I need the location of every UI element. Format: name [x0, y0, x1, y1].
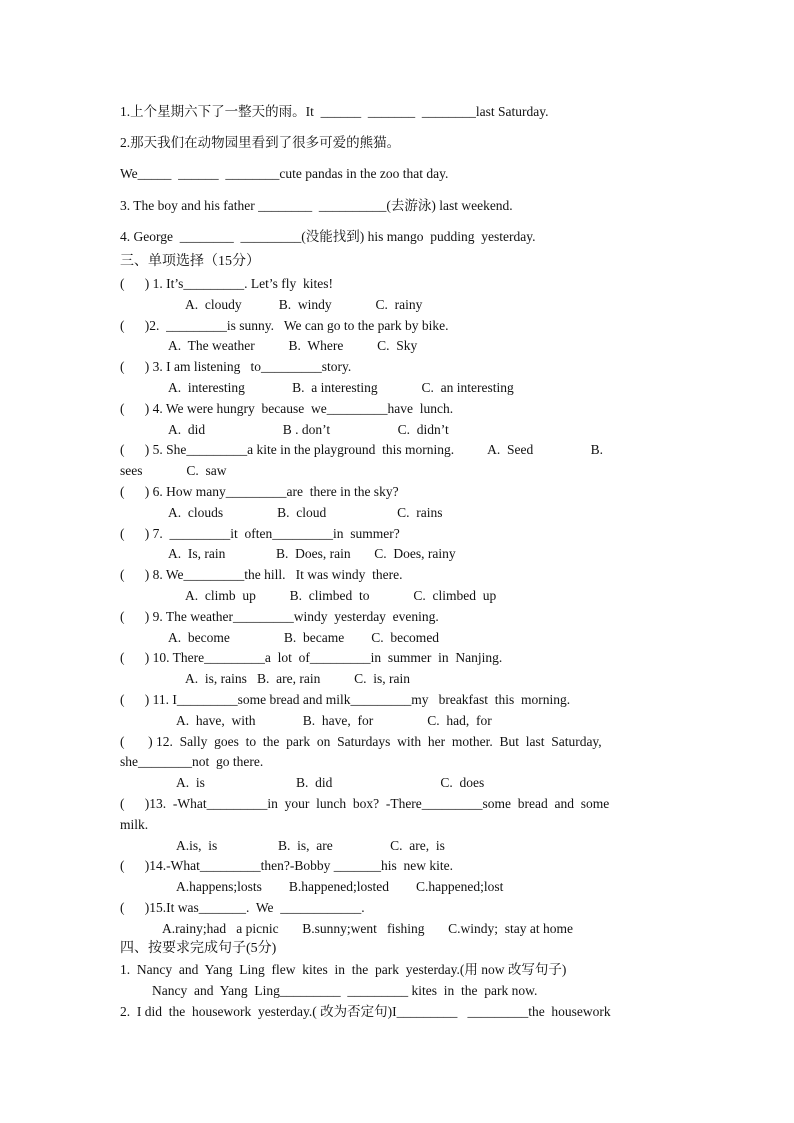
- options-15: A.rainy;had a picnic B.sunny;went fishing C.windy; stay at home: [162, 921, 573, 936]
- question-15: ( )15.It was_______. We ____________.: [120, 900, 365, 915]
- options-1: A. cloudy B. windy C. rainy: [185, 297, 423, 312]
- question-13-continued: milk.: [120, 817, 149, 832]
- fill-line-3: We_____ ______ ________cute pandas in the zoo that day.: [120, 166, 449, 181]
- section-heading-sentences: 四、按要求完成句子(5分): [120, 941, 277, 956]
- options-9: A. become B. became C. becomed: [168, 630, 440, 645]
- question-2: ( )2. _________is sunny. We can go to the park by bike.: [120, 318, 449, 333]
- options-12: A. is B. did C. does: [176, 775, 485, 790]
- options-7: A. Is, rain B. Does, rain C. Does, rainy: [168, 546, 456, 561]
- question-3: ( ) 3. I am listening to_________story.: [120, 359, 352, 374]
- options-3: A. interesting B. a interesting C. an interesting: [168, 380, 514, 395]
- question-6: ( ) 6. How many_________are there in the sky?: [120, 484, 399, 499]
- question-9: ( ) 9. The weather_________windy yesterday evening.: [120, 609, 439, 624]
- fill-line-2: 2.那天我们在动物园里看到了很多可爱的熊猫。: [120, 135, 401, 150]
- fill-line-4: 3. The boy and his father ________ __________(去游泳) last weekend.: [120, 198, 513, 213]
- sentence-task-2: 2. I did the housework yesterday.( 改为否定句)I_________ _________the housework: [120, 1004, 611, 1019]
- sentence-task-1: 1. Nancy and Yang Ling flew kites in the park yesterday.(用 now 改写句子): [120, 962, 567, 977]
- fill-line-1: 1.上个星期六下了一整天的雨。It ______ _______ ________last Saturday.: [120, 104, 549, 119]
- question-13: ( )13. -What_________in your lunch box? -There_________some bread and some: [120, 796, 610, 811]
- question-4: ( ) 4. We were hungry because we_________have lunch.: [120, 401, 454, 416]
- options-11: A. have, with B. have, for C. had, for: [176, 713, 492, 728]
- question-5-continued: sees C. saw: [120, 463, 227, 478]
- options-13: A.is, is B. is, are C. are, is: [176, 838, 445, 853]
- question-11: ( ) 11. I_________some bread and milk_________my breakfast this morning.: [120, 692, 571, 707]
- options-6: A. clouds B. cloud C. rains: [168, 505, 443, 520]
- fill-line-5: 4. George ________ _________(没能找到) his mango pudding yesterday.: [120, 229, 536, 244]
- question-1: ( ) 1. It’s_________. Let’s fly kites!: [120, 276, 333, 291]
- question-12: ( ) 12. Sally goes to the park on Saturdays with her mother. But last Saturday,: [120, 734, 602, 749]
- options-2: A. The weather B. Where C. Sky: [168, 338, 418, 353]
- question-5: ( ) 5. She_________a kite in the playground this morning. A. Seed B.: [120, 442, 603, 457]
- section-heading-multiple-choice: 三、单项选择（15分）: [120, 254, 260, 269]
- options-4: A. did B . don’t C. didn’t: [168, 422, 449, 437]
- question-14: ( )14.-What_________then?-Bobby _______his new kite.: [120, 858, 453, 873]
- options-8: A. climb up B. climbed to C. climbed up: [185, 588, 497, 603]
- sentence-task-1-answer: Nancy and Yang Ling_________ _________ kites in the park now.: [152, 983, 538, 998]
- question-10: ( ) 10. There_________a lot of_________in summer in Nanjing.: [120, 650, 503, 665]
- question-8: ( ) 8. We_________the hill. It was windy there.: [120, 567, 403, 582]
- options-10: A. is, rains B. are, rain C. is, rain: [185, 671, 410, 686]
- question-7: ( ) 7. _________it often_________in summer?: [120, 526, 400, 541]
- options-14: A.happens;losts B.happened;losted C.happened;lost: [176, 879, 504, 894]
- question-12-continued: she________not go there.: [120, 754, 264, 769]
